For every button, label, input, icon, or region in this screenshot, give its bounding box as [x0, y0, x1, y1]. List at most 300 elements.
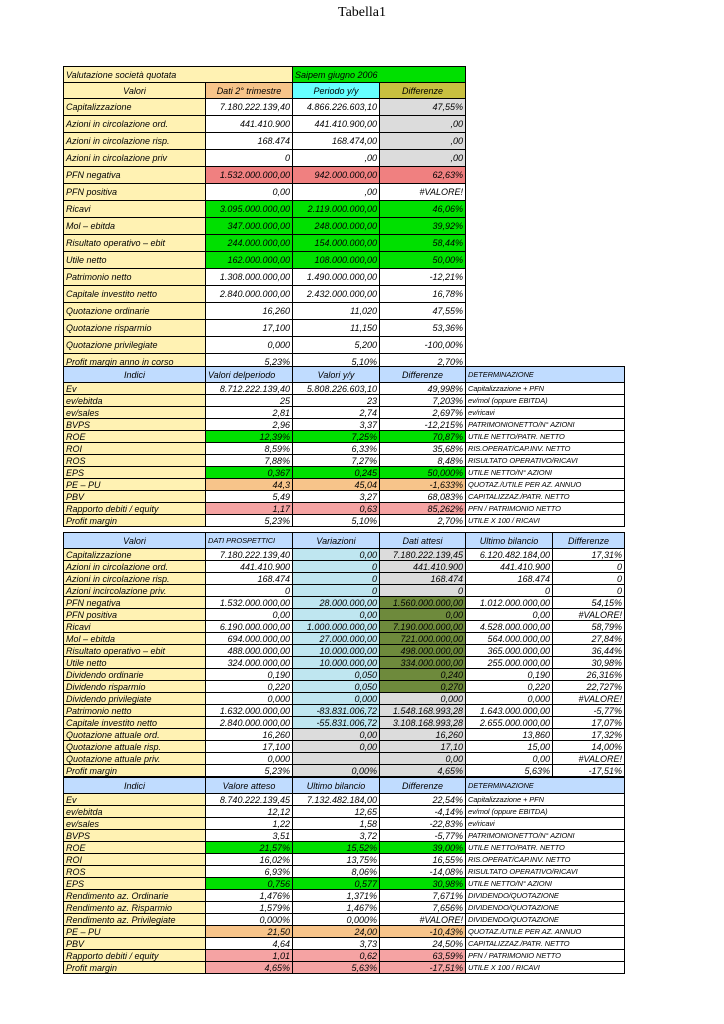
table-cell: 16,260: [380, 729, 466, 741]
row-label-cell: Quotazione privilegiate: [64, 337, 206, 354]
table-cell: 108.000.000,00: [293, 252, 380, 269]
table-cell: 50,00%: [380, 252, 466, 269]
table-cell: 3,27: [293, 491, 380, 503]
row-label-cell: Ev: [64, 383, 206, 395]
table-cell: 27.000.000,00: [293, 633, 380, 645]
table-cell: 0,00: [293, 741, 380, 753]
table-cell: 39,92%: [380, 218, 466, 235]
table-cell: 7,671%: [380, 890, 466, 902]
table-row: [64, 184, 466, 201]
table-cell: RISULTATO OPERATIVO/RICAVI: [466, 866, 625, 878]
table-cell: 30,98%: [380, 878, 466, 890]
table-cell: PFN / PATRIMONIO NETTO: [466, 950, 625, 962]
table-cell: #VALORE!: [380, 914, 466, 926]
table-cell: 24,50%: [380, 938, 466, 950]
row-label-cell: Capitale investito netto: [64, 717, 206, 729]
table-cell: #VALORE!: [553, 753, 625, 765]
page-title: Tabella1: [338, 5, 386, 20]
table-cell: 11,020: [293, 303, 380, 320]
table-cell: -1,633%: [380, 479, 466, 491]
table-cell: 16,02%: [206, 854, 293, 866]
table-cell: 16,55%: [380, 854, 466, 866]
table-row: [64, 669, 625, 681]
table-cell: 4,64: [206, 938, 293, 950]
table-cell: 35,68%: [380, 443, 466, 455]
table-row: [64, 693, 625, 705]
table-row: [64, 794, 625, 806]
header-cell: Differenze: [380, 367, 466, 383]
table-cell: 3,72: [293, 830, 380, 842]
table-cell: 17,10: [380, 741, 466, 753]
table-cell: 58,79%: [553, 621, 625, 633]
table-cell: 36,44%: [553, 645, 625, 657]
row-label-cell: Azioni incircolazione priv.: [64, 585, 206, 597]
table-cell: -100,00%: [380, 337, 466, 354]
row-label-cell: Dividendo privilegiate: [64, 693, 206, 705]
caption-right: Saipem giugno 2006: [293, 67, 466, 83]
table-cell: 1.643.000.000,00: [466, 705, 553, 717]
row-label-cell: Profit margin anno in corso: [64, 354, 206, 371]
table-row: [64, 99, 466, 116]
table-cell: 12,39%: [206, 431, 293, 443]
table-cell: 0,000%: [206, 914, 293, 926]
row-label-cell: Ev: [64, 794, 206, 806]
table-cell: 16,260: [206, 729, 293, 741]
table-row: [64, 878, 625, 890]
table-cell: 5,63%: [293, 962, 380, 974]
table-cell: 0,050: [293, 681, 380, 693]
table-cell: 441.410.900,00: [293, 116, 380, 133]
table-row: [64, 218, 466, 235]
table-cell: 7,25%: [293, 431, 380, 443]
table-cell: 2.840.000.000,00: [206, 717, 293, 729]
table-cell: Capitalizzazione + PFN: [466, 794, 625, 806]
table-cell: 7.180.222.139,40: [206, 99, 293, 116]
row-label-cell: Profit margin: [64, 765, 206, 777]
table-row: [64, 741, 625, 753]
table-cell: RISULTATO OPERATIVO/RICAVI: [466, 455, 625, 467]
table-cell: 0: [380, 585, 466, 597]
table-cell: 7,203%: [380, 395, 466, 407]
table-cell: RIS.OPERAT/CAP.INV. NETTO: [466, 854, 625, 866]
table-cell: CAPITALIZZAZ./PATR. NETTO: [466, 938, 625, 950]
table-cell: 0,00: [293, 609, 380, 621]
valuation-table: [63, 66, 466, 371]
table-cell: 1.532.000.000,00: [206, 167, 293, 184]
table-cell: 8,06%: [293, 866, 380, 878]
table-cell: 17,07%: [553, 717, 625, 729]
table-row: [64, 818, 625, 830]
table-cell: ,00: [293, 150, 380, 167]
table-cell: 5,23%: [206, 354, 293, 371]
table-cell: 1,58: [293, 818, 380, 830]
table-row: [64, 320, 466, 337]
table-row: [64, 902, 625, 914]
table-cell: -5,77%: [380, 830, 466, 842]
row-label-cell: PE – PU: [64, 479, 206, 491]
table-row: [64, 407, 625, 419]
row-label-cell: Quotazione risparmio: [64, 320, 206, 337]
table-cell: 5,10%: [293, 515, 380, 527]
table-cell: ,00: [293, 184, 380, 201]
table-cell: 13,75%: [293, 854, 380, 866]
table-cell: 2.840.000.000,00: [206, 286, 293, 303]
table-row: [64, 681, 625, 693]
table-cell: 0: [206, 150, 293, 167]
table-cell: 255.000.000,00: [466, 657, 553, 669]
row-label-cell: Azioni in circolazione priv: [64, 150, 206, 167]
table-cell: 22,54%: [380, 794, 466, 806]
table-cell: 0,000%: [293, 914, 380, 926]
row-label-cell: PBV: [64, 491, 206, 503]
table-cell: -83.831.006,72: [293, 705, 380, 717]
table-cell: 0,220: [206, 681, 293, 693]
table-cell: 6.120.482.184,00: [466, 549, 553, 561]
table-cell: -12,21%: [380, 269, 466, 286]
table-cell: 26,316%: [553, 669, 625, 681]
table-cell: -55.831.006,72: [293, 717, 380, 729]
table-cell: 44,3: [206, 479, 293, 491]
table-cell: 2,697%: [380, 407, 466, 419]
table-cell: 0,000: [380, 693, 466, 705]
table-cell: 39,00%: [380, 842, 466, 854]
row-label-cell: Azioni in circolazione risp.: [64, 573, 206, 585]
table-cell: 22,727%: [553, 681, 625, 693]
table-row: [64, 479, 625, 491]
table-cell: 0: [206, 585, 293, 597]
table-cell: 2,74: [293, 407, 380, 419]
table-cell: 28.000.000,00: [293, 597, 380, 609]
header-cell: Indici: [64, 778, 206, 794]
row-label-cell: Utile netto: [64, 657, 206, 669]
table-cell: -17,51%: [380, 962, 466, 974]
table-cell: 8,48%: [380, 455, 466, 467]
header-cell: Variazioni: [293, 533, 380, 549]
table-row: [64, 395, 625, 407]
row-label-cell: ROS: [64, 455, 206, 467]
header-cell: DETERMINAZIONE: [466, 367, 625, 383]
table-row: [64, 806, 625, 818]
row-label-cell: Azioni in circolazione risp.: [64, 133, 206, 150]
table-cell: 1.632.000.000,00: [206, 705, 293, 717]
table-cell: 168.474: [206, 133, 293, 150]
table-cell: 168.474: [380, 573, 466, 585]
table-cell: 1,579%: [206, 902, 293, 914]
table-cell: 0,63: [293, 503, 380, 515]
table-cell: DIVIDENDO/QUOTAZIONE: [466, 890, 625, 902]
table-row: [64, 201, 466, 218]
expected-indices-table: [63, 777, 625, 974]
table-cell: 441.410.900: [206, 116, 293, 133]
table-cell: 17,100: [206, 320, 293, 337]
row-label-cell: PE – PU: [64, 926, 206, 938]
table-cell: 27,84%: [553, 633, 625, 645]
header-cell: DATI PROSPETTICI: [206, 533, 293, 549]
table-cell: 0,000: [206, 337, 293, 354]
table-cell: 3,37: [293, 419, 380, 431]
table-cell: 7.132.482.184,00: [293, 794, 380, 806]
row-label-cell: BVPS: [64, 419, 206, 431]
row-label-cell: Rapporto debiti / equity: [64, 950, 206, 962]
table-cell: 441.410.900: [206, 561, 293, 573]
row-label-cell: ROE: [64, 431, 206, 443]
table-cell: 3,73: [293, 938, 380, 950]
table-cell: 5,200: [293, 337, 380, 354]
row-label-cell: PFN negativa: [64, 167, 206, 184]
table-row: [64, 443, 625, 455]
table-cell: 0,62: [293, 950, 380, 962]
table-cell: 50,000%: [380, 467, 466, 479]
row-label-cell: Quotazione attuale priv.: [64, 753, 206, 765]
table-cell: 46,06%: [380, 201, 466, 218]
table-cell: 49,998%: [380, 383, 466, 395]
table-cell: 0: [466, 585, 553, 597]
table-cell: 248.000.000,00: [293, 218, 380, 235]
table-cell: 23: [293, 395, 380, 407]
table-cell: 7,88%: [206, 455, 293, 467]
table-cell: #VALORE!: [380, 184, 466, 201]
table-cell: 2.119.000.000,00: [293, 201, 380, 218]
header-row: [64, 533, 625, 549]
header-row: [64, 778, 625, 794]
table-cell: 721.000.000,00: [380, 633, 466, 645]
table-cell: 1.560.000.000,00: [380, 597, 466, 609]
table-cell: 0,577: [293, 878, 380, 890]
table-cell: 1,17: [206, 503, 293, 515]
table-cell: 25: [206, 395, 293, 407]
table-cell: 7,656%: [380, 902, 466, 914]
header-cell: Indici: [64, 367, 206, 383]
table-row: [64, 419, 625, 431]
table-row: [64, 116, 466, 133]
table-row: [64, 705, 625, 717]
row-label-cell: PFN negativa: [64, 597, 206, 609]
table-cell: 17,31%: [553, 549, 625, 561]
row-label-cell: Capitalizzazione: [64, 99, 206, 116]
table-cell: 15,00: [466, 741, 553, 753]
table-cell: -22,83%: [380, 818, 466, 830]
table-cell: 2,96: [206, 419, 293, 431]
row-label-cell: Mol – ebitda: [64, 218, 206, 235]
table-cell: 1,01: [206, 950, 293, 962]
table-cell: 324.000.000,00: [206, 657, 293, 669]
row-label-cell: ev/ebitda: [64, 806, 206, 818]
table-row: [64, 269, 466, 286]
table-cell: UTILE NETTO/PATR. NETTO: [466, 842, 625, 854]
table-cell: PATRIMONIONETTO/N° AZIONI: [466, 830, 625, 842]
table-row: [64, 657, 625, 669]
row-label-cell: Patrimonio netto: [64, 705, 206, 717]
table-cell: 168.474,00: [293, 133, 380, 150]
table-cell: 0,000: [293, 693, 380, 705]
table-row: [64, 286, 466, 303]
table-cell: 7,27%: [293, 455, 380, 467]
table-cell: -12,215%: [380, 419, 466, 431]
table-cell: PATRIMONIONETTO/N° AZIONI: [466, 419, 625, 431]
table-cell: ev/ricavi: [466, 407, 625, 419]
table-cell: 1.532.000.000,00: [206, 597, 293, 609]
table-cell: 6,93%: [206, 866, 293, 878]
table-row: [64, 337, 466, 354]
table-cell: 0,367: [206, 467, 293, 479]
table-cell: 0: [293, 585, 380, 597]
table-row: [64, 549, 625, 561]
table-cell: 1.012.000.000,00: [466, 597, 553, 609]
table-cell: 45,04: [293, 479, 380, 491]
table-cell: 7.180.222.139,40: [206, 549, 293, 561]
row-label-cell: Profit margin: [64, 515, 206, 527]
table-row: [64, 765, 625, 777]
row-label-cell: EPS: [64, 467, 206, 479]
table-cell: 8,59%: [206, 443, 293, 455]
row-label-cell: Quotazione ordinarie: [64, 303, 206, 320]
table-cell: 0,190: [206, 669, 293, 681]
table-row: [64, 854, 625, 866]
table-cell: 0,050: [293, 669, 380, 681]
table-cell: 7.190.000.000,00: [380, 621, 466, 633]
table-cell: 53,36%: [380, 320, 466, 337]
table-cell: 1,476%: [206, 890, 293, 902]
row-label-cell: Capitalizzazione: [64, 549, 206, 561]
row-label-cell: ev/sales: [64, 818, 206, 830]
table-cell: 5,49: [206, 491, 293, 503]
table-cell: 15,52%: [293, 842, 380, 854]
table-row: [64, 753, 625, 765]
table-cell: 0: [553, 561, 625, 573]
table-cell: 0: [553, 585, 625, 597]
table-cell: 0,00: [466, 609, 553, 621]
table-cell: UTILE NETTO/N° AZIONI: [466, 467, 625, 479]
table-cell: 1.490.000.000,00: [293, 269, 380, 286]
table-row: [64, 633, 625, 645]
table-cell: ,00: [380, 150, 466, 167]
table-cell: 0,270: [380, 681, 466, 693]
table-cell: 62,63%: [380, 167, 466, 184]
row-label-cell: Patrimonio netto: [64, 269, 206, 286]
table-cell: 6,33%: [293, 443, 380, 455]
table-cell: 16,78%: [380, 286, 466, 303]
header-cell: Valori: [64, 83, 206, 99]
table-cell: 14,00%: [553, 741, 625, 753]
table-cell: 0,00: [206, 184, 293, 201]
table-cell: 10.000.000,00: [293, 645, 380, 657]
table-cell: 0,00: [293, 729, 380, 741]
table-cell: 13,860: [466, 729, 553, 741]
row-label-cell: Azioni in circolazione ord.: [64, 116, 206, 133]
table-cell: 0,000: [466, 693, 553, 705]
table-cell: #VALORE!: [553, 693, 625, 705]
table-cell: 21,57%: [206, 842, 293, 854]
table-cell: 12,12: [206, 806, 293, 818]
header-cell: Dati attesi: [380, 533, 466, 549]
row-label-cell: Ricavi: [64, 201, 206, 218]
row-label-cell: Rendimento az. Ordinarie: [64, 890, 206, 902]
table-cell: 17,100: [206, 741, 293, 753]
header-cell: Differenze: [380, 83, 466, 99]
table-cell: 70,87%: [380, 431, 466, 443]
caption-row: [64, 67, 466, 83]
row-label-cell: ROI: [64, 854, 206, 866]
row-label-cell: Risultato operativo – ebit: [64, 645, 206, 657]
table-cell: 4.866.226.603,10: [293, 99, 380, 116]
row-label-cell: ROE: [64, 842, 206, 854]
table-cell: 0: [293, 561, 380, 573]
table-cell: 54,15%: [553, 597, 625, 609]
table-cell: 2.432.000.000,00: [293, 286, 380, 303]
table-cell: UTILE X 100 / RICAVI: [466, 515, 625, 527]
table-cell: 0: [293, 573, 380, 585]
table-cell: 0,000: [206, 693, 293, 705]
table-cell: [293, 753, 380, 765]
table-cell: 63,59%: [380, 950, 466, 962]
table-cell: 0,000: [206, 753, 293, 765]
table-cell: 488.000.000,00: [206, 645, 293, 657]
header-cell: Valori delperiodo: [206, 367, 293, 383]
table-cell: CAPITALIZZAZ./PATR. NETTO: [466, 491, 625, 503]
table-cell: 85,262%: [380, 503, 466, 515]
table-cell: 0,00%: [293, 765, 380, 777]
table-cell: #VALORE!: [553, 609, 625, 621]
row-label-cell: EPS: [64, 878, 206, 890]
table-cell: 162.000.000,00: [206, 252, 293, 269]
row-label-cell: Quotazione attuale risp.: [64, 741, 206, 753]
row-label-cell: Dividendo ordinarie: [64, 669, 206, 681]
table-cell: 244.000.000,00: [206, 235, 293, 252]
row-label-cell: Rapporto debiti / equity: [64, 503, 206, 515]
row-label-cell: ev/sales: [64, 407, 206, 419]
row-label-cell: ROI: [64, 443, 206, 455]
table-row: [64, 585, 625, 597]
table-row: [64, 383, 625, 395]
header-cell: Valori y/y: [293, 367, 380, 383]
table-cell: 21,50: [206, 926, 293, 938]
table-row: [64, 729, 625, 741]
table-cell: 0,756: [206, 878, 293, 890]
table-row: [64, 950, 625, 962]
table-cell: -10,43%: [380, 926, 466, 938]
header-cell: Ultimo bilancio: [466, 533, 553, 549]
row-label-cell: Mol – ebitda: [64, 633, 206, 645]
table-row: [64, 515, 625, 527]
table-cell: 68,083%: [380, 491, 466, 503]
table-cell: 7.180.222.139,45: [380, 549, 466, 561]
table-row: [64, 431, 625, 443]
row-label-cell: Dividendo risparmio: [64, 681, 206, 693]
table-cell: 8.740.222.139,45: [206, 794, 293, 806]
table-cell: 5,63%: [466, 765, 553, 777]
table-row: [64, 717, 625, 729]
table-cell: QUOTAZ./UTILE PER AZ. ANNUO: [466, 479, 625, 491]
row-label-cell: Profit margin: [64, 962, 206, 974]
header-cell: Valori: [64, 533, 206, 549]
row-label-cell: Rendimento az. Privilegiate: [64, 914, 206, 926]
table-cell: 0,245: [293, 467, 380, 479]
row-label-cell: ROS: [64, 866, 206, 878]
table-cell: 2.655.000.000,00: [466, 717, 553, 729]
table-row: [64, 561, 625, 573]
table-cell: 347.000.000,00: [206, 218, 293, 235]
table-cell: UTILE NETTO/N° AZIONI: [466, 878, 625, 890]
header-row: [64, 367, 625, 383]
table-row: [64, 866, 625, 878]
table-row: [64, 467, 625, 479]
table-row: [64, 235, 466, 252]
table-row: [64, 830, 625, 842]
table-cell: 11,150: [293, 320, 380, 337]
table-row: [64, 133, 466, 150]
row-label-cell: Rendimento az. Risparmio: [64, 902, 206, 914]
table-cell: 168.474: [466, 573, 553, 585]
